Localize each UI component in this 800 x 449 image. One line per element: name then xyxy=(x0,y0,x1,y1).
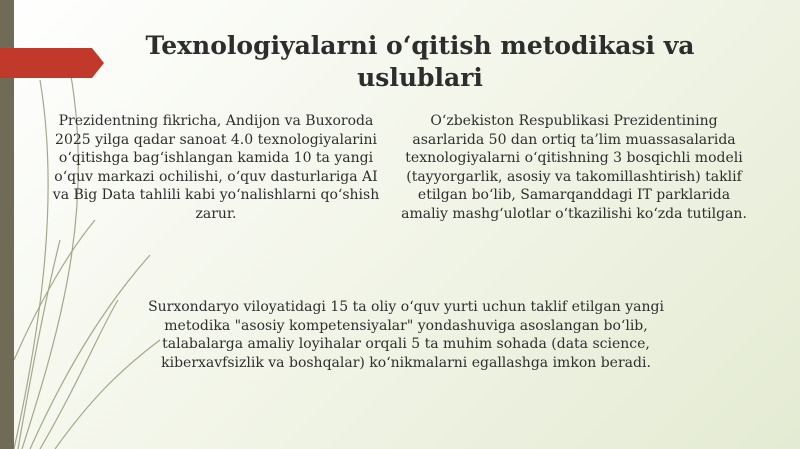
slide-title: Texnologiyalarni o‘qitish metodikasi va uslublari xyxy=(145,31,695,92)
paragraph-left: Prezidentning fikricha, Andijon va Buxoroda 2025 yilga qadar sanoat 4.0 texnologiyalarini o‘qitishga bag‘ishlangan kamida 10 ta yangi o‘quv markazi ochilishi, o‘quv dasturlariga AI va Big Data tahlili kabi yo‘nalishlarni qo‘shish zarur. xyxy=(52,113,380,222)
paragraph-bottom: Surxondaryo viloyatidagi 15 ta oliy o‘quv yurti uchun taklif etilgan yangi metodika "asosiy kompetensiyalar" yondashuviga asoslangan bo‘lib, talabalarga amaliy loyihalar orqali 5 ta muhim sohada (data science, kiberxavfsizlik va boshqalar) ko‘nikmalarni egallashga imkon beradi. xyxy=(148,299,664,371)
paragraph-right: O‘zbekiston Respublikasi Prezidentining asarlarida 50 dan ortiq ta’lim muassasalarida texnologiyalarni o‘qitishning 3 bosqichli modeli (tayyorgarlik, asosiy va takomillashtirish) taklif etilgan bo‘lib, Samarqanddagi IT parklarida amaliy mashg‘ulotlar o‘tkazilishi ko‘zda tutilgan. xyxy=(401,113,747,222)
